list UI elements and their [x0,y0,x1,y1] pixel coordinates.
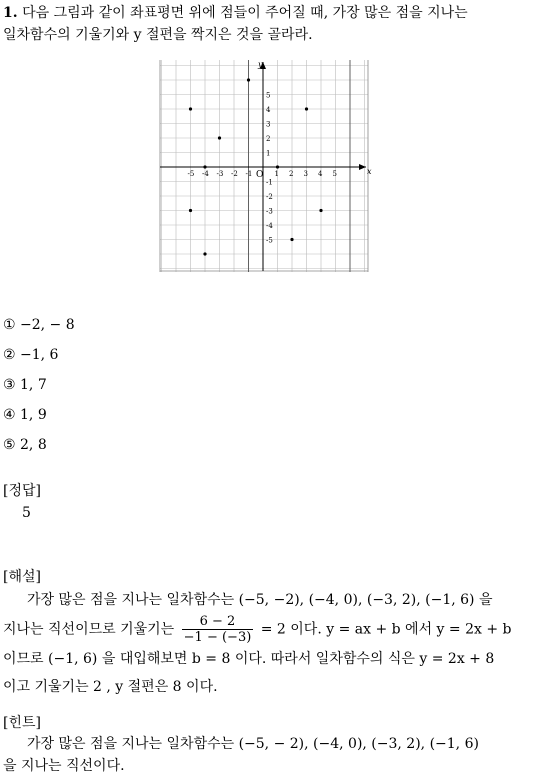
question-line-1 [3,2,468,24]
y-tick-label: 1 [266,149,271,158]
grid-lines [160,60,368,272]
hint-body [3,730,533,780]
x-tick-label: -5 [187,170,195,178]
x-tick-label: -3 [216,170,224,178]
data-point [319,209,322,212]
explanation-line-2-post: = 2 이다. y = ax + b 에서 y = 2x + b [260,621,512,638]
y-tick-label: 5 [266,91,271,100]
explanation-line-1: 가장 많은 점을 지나는 일차함수는 (−5, −2), (−4, 0), (−3, 2), (−1, 6) 을 [27,592,493,608]
slope-fraction [182,614,254,645]
y-tick-label: -4 [266,222,273,230]
data-point [290,238,293,241]
choice-mark: ⑤ [3,437,16,453]
data-point [189,209,192,212]
y-tick-label: -5 [266,236,273,245]
y-tick-label: 2 [266,135,271,143]
tick-labels [188,92,337,245]
data-point [203,252,206,255]
explanation-line-2 [3,614,533,645]
question-number: 1. [3,5,18,21]
x-tick-label: -2 [231,170,238,178]
data-point [203,165,206,168]
explanation-line-4: 이고 기울기는 2 , y 절편은 8 이다. [3,679,218,695]
hint-line-2: 을 지나는 직선이다. [3,758,125,774]
x-tick-label: 4 [318,170,323,178]
x-tick-label: 1 [274,170,279,178]
data-point [247,78,250,81]
y-axis-label: y [258,60,263,69]
fraction-denominator: −1 − (−3) [183,630,252,645]
question-line-2: 일차함수의 기울기와 y 절편을 짝지은 것을 골라라. [3,27,313,43]
choice-mark: ② [3,347,16,363]
choice-2[interactable] [3,347,58,363]
coordinate-plane-figure [160,60,370,272]
question-text-1: 다음 그림과 같이 좌표평면 위에 점들이 주어질 때, 가장 많은 점을 지나는 [22,5,468,21]
hint-label: [힌트] [3,715,41,731]
explanation-line-2-pre: 지나는 직선이므로 기울기는 [3,621,175,638]
answer-label: [정답] [3,483,41,499]
choice-5[interactable] [3,437,47,453]
choice-mark: ③ [3,377,16,393]
data-point [189,107,192,110]
choice-text: 2, 8 [20,437,47,453]
data-point [305,107,308,110]
choice-mark: ④ [3,407,16,423]
choice-text: 1, 7 [20,377,47,393]
hint-line-1: 가장 많은 점을 지나는 일차함수는 (−5, − 2), (−4, 0), (−3, 2), (−1, 6) [27,736,479,752]
explanation-line-3: 이므로 (−1, 6) 을 대입해보면 b = 8 이다. 따라서 일차함수의 식은 y = 2x + 8 [3,651,495,667]
x-tick-label: 5 [332,170,337,178]
x-axis-label: x [367,167,372,176]
data-point [218,136,221,139]
explanation-label: [해설] [3,569,41,585]
y-tick-label: -1 [266,178,273,187]
choice-text: −1, 6 [20,347,59,363]
choice-4[interactable] [3,407,47,423]
y-tick-label: 4 [266,106,271,114]
y-tick-label: -2 [266,193,273,201]
fraction-numerator: 6 − 2 [182,614,254,630]
answer-value: 5 [22,505,31,521]
x-tick-label: 2 [289,170,294,178]
choice-3[interactable] [3,377,47,393]
choice-text: 1, 9 [20,407,47,423]
choice-mark: ① [3,317,16,333]
data-point [276,165,279,168]
x-tick-label: 3 [303,170,308,178]
origin-label: O [256,170,264,180]
x-tick-label: -1 [245,170,253,178]
x-tick-label: -4 [202,170,209,178]
y-tick-label: -3 [266,207,273,216]
explanation-body [3,586,533,701]
y-tick-label: 3 [266,120,271,129]
choice-text: −2, − 8 [20,317,75,333]
x-axis-arrow-icon [359,164,366,170]
choice-1[interactable] [3,317,75,333]
